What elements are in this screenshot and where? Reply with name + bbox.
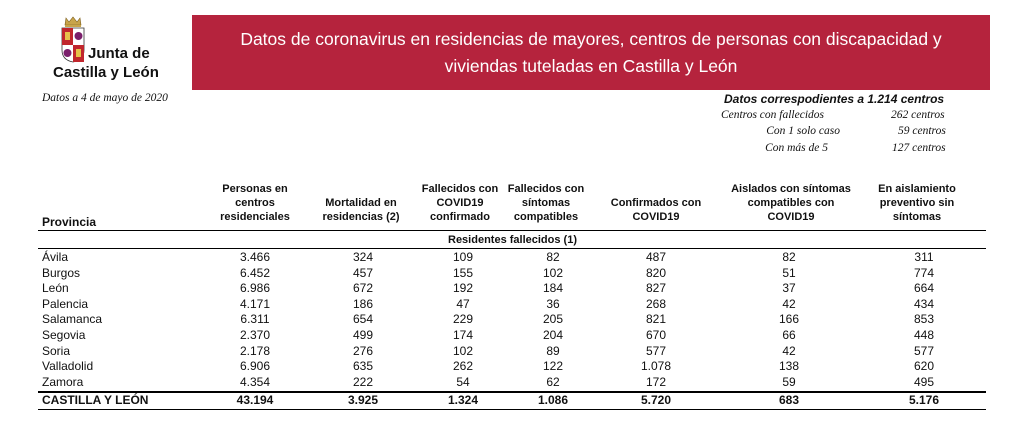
date-note: Datos a 4 de mayo de 2020 [42, 92, 168, 104]
value-cell: 487 [645, 250, 667, 264]
page-title: Datos de coronavirus en residencias de mayores, centros de personas con discapacidad y viviendas tuteladas en Castilla y León [240, 28, 942, 76]
header-line: centros [235, 197, 275, 209]
value-cell: 37 [782, 281, 796, 296]
summary-label: Centros con fallecidos [720, 109, 824, 121]
header-line: residenciales [220, 211, 290, 223]
header-line: confirmado [430, 211, 490, 223]
value-cell: 184 [542, 281, 564, 296]
summary-value: 262 centros [891, 109, 945, 121]
header-mortalidad [306, 196, 416, 224]
province-cell: León [42, 281, 69, 296]
table-row [38, 266, 986, 282]
summary-value: 59 centros [898, 125, 946, 137]
total-value: 3.925 [347, 393, 379, 407]
value-cell: 434 [913, 296, 935, 311]
value-cell: 54 [456, 374, 470, 389]
value-cell: 166 [778, 312, 800, 327]
value-cell: 3.466 [239, 250, 271, 264]
value-cell: 192 [452, 281, 474, 296]
total-value: 5.720 [640, 393, 672, 407]
value-cell: 82 [546, 250, 560, 264]
header-personas [200, 182, 310, 224]
header-fallecidos-confirmado [410, 182, 510, 224]
province-cell: Burgos [42, 265, 81, 280]
value-cell: 4.354 [239, 374, 271, 389]
value-cell: 672 [352, 281, 374, 296]
table-row [38, 328, 986, 344]
total-value: 5.176 [908, 393, 940, 407]
coat-of-arms-icon [58, 16, 88, 66]
value-cell: 2.370 [239, 327, 271, 342]
value-cell: 42 [782, 296, 796, 311]
value-cell: 51 [782, 265, 796, 280]
value-cell: 109 [452, 250, 474, 264]
table-row [38, 250, 986, 266]
summary-label: Con 1 solo caso [766, 125, 840, 137]
logo-name-line1: Junta de [88, 45, 150, 62]
value-cell: 495 [913, 374, 935, 389]
value-cell: 59 [782, 374, 796, 389]
value-cell: 102 [542, 265, 564, 280]
header-line: compatibles [513, 211, 579, 223]
value-cell: 664 [913, 281, 935, 296]
value-cell: 774 [913, 265, 935, 280]
header-line: Aislados con síntomas [731, 183, 851, 195]
total-value: 1.086 [537, 393, 569, 407]
value-cell: 186 [352, 296, 374, 311]
value-cell: 1.078 [640, 359, 672, 374]
header-fallecidos-sintomas [496, 182, 596, 224]
header-province: Provincia [42, 215, 97, 229]
province-cell: Salamanca [42, 312, 103, 327]
value-cell: 6.452 [239, 265, 271, 280]
junta-logo [50, 12, 170, 84]
logo-name-line2: Castilla y León [53, 64, 159, 81]
table-row [38, 344, 986, 360]
header-line: COVID19 [767, 211, 815, 223]
province-cell: Soria [42, 343, 71, 358]
value-cell: 42 [782, 343, 796, 358]
value-cell: 6.311 [240, 312, 270, 327]
header-aislados [718, 182, 864, 224]
header-line: Confirmados con [610, 197, 702, 209]
header-line: Personas en [222, 183, 288, 195]
table-row [38, 281, 986, 297]
table-row [38, 297, 986, 313]
header-line: En aislamiento [878, 183, 956, 195]
value-cell: 499 [352, 327, 374, 342]
value-cell: 172 [645, 374, 667, 389]
subheader-residentes-fallecidos: Residentes fallecidos (1) [448, 234, 577, 246]
value-cell: 324 [352, 250, 374, 264]
data-table [38, 250, 986, 390]
value-cell: 89 [546, 343, 560, 358]
value-cell: 174 [452, 327, 474, 342]
province-cell: Valladolid [42, 359, 94, 374]
value-cell: 276 [352, 343, 374, 358]
total-label: CASTILLA Y LEÓN [42, 393, 149, 407]
province-cell: Segovia [42, 327, 86, 342]
header-line: síntomas [892, 211, 942, 223]
header-line: preventivo sin [879, 197, 955, 209]
value-cell: 853 [913, 312, 935, 327]
value-cell: 670 [645, 327, 667, 342]
table-row [38, 359, 986, 375]
title-banner [192, 15, 990, 90]
table-body [38, 250, 986, 390]
value-cell: 66 [782, 327, 796, 342]
value-cell: 262 [452, 359, 474, 374]
value-cell: 6.986 [239, 281, 271, 296]
value-cell: 457 [352, 265, 374, 280]
value-cell: 654 [352, 312, 374, 327]
total-value: 43.194 [236, 393, 274, 407]
header-aislamiento-preventivo [862, 182, 972, 224]
value-cell: 138 [778, 359, 800, 374]
value-cell: 311 [914, 250, 934, 264]
province-cell: Zamora [42, 374, 84, 389]
header-line: COVID19 [632, 211, 680, 223]
total-value: 1.324 [447, 393, 479, 407]
value-cell: 205 [542, 312, 564, 327]
value-cell: 229 [452, 312, 474, 327]
value-cell: 620 [913, 359, 935, 374]
value-cell: 820 [645, 265, 667, 280]
header-line: Fallecidos con [421, 183, 499, 195]
value-cell: 268 [645, 296, 667, 311]
header-line: residencias (2) [322, 211, 400, 223]
table-row [38, 375, 986, 391]
value-cell: 36 [546, 296, 560, 311]
value-cell: 448 [913, 327, 935, 342]
header-rule [38, 230, 986, 231]
value-cell: 82 [782, 250, 796, 264]
value-cell: 102 [452, 343, 474, 358]
value-cell: 204 [542, 327, 564, 342]
value-cell: 155 [452, 265, 474, 280]
value-cell: 47 [456, 296, 470, 311]
header-line: síntomas [521, 197, 571, 209]
province-cell: Ávila [42, 250, 69, 264]
summary-title: Datos correspodientes a 1.214 centros [724, 92, 945, 106]
value-cell: 2.178 [239, 343, 271, 358]
value-cell: 222 [352, 374, 374, 389]
value-cell: 4.171 [239, 296, 271, 311]
value-cell: 577 [645, 343, 667, 358]
header-line: COVID19 [436, 197, 484, 209]
header-line: Fallecidos con [507, 183, 585, 195]
value-cell: 6.906 [239, 359, 271, 374]
bottom-rule [38, 409, 986, 410]
value-cell: 62 [546, 374, 560, 389]
value-cell: 577 [913, 343, 935, 358]
summary-label: Con más de 5 [765, 142, 828, 154]
header-confirmados [596, 196, 716, 224]
value-cell: 827 [645, 281, 667, 296]
header-line: compatibles con [747, 197, 835, 209]
value-cell: 635 [352, 359, 374, 374]
province-cell: Palencia [42, 296, 89, 311]
header-line: Mortalidad en [325, 197, 397, 209]
summary-value: 127 centros [892, 142, 946, 154]
table-row [38, 312, 986, 328]
subheader-rule [38, 248, 986, 249]
total-value: 683 [778, 393, 800, 407]
value-cell: 122 [542, 359, 564, 374]
value-cell: 821 [645, 312, 667, 327]
